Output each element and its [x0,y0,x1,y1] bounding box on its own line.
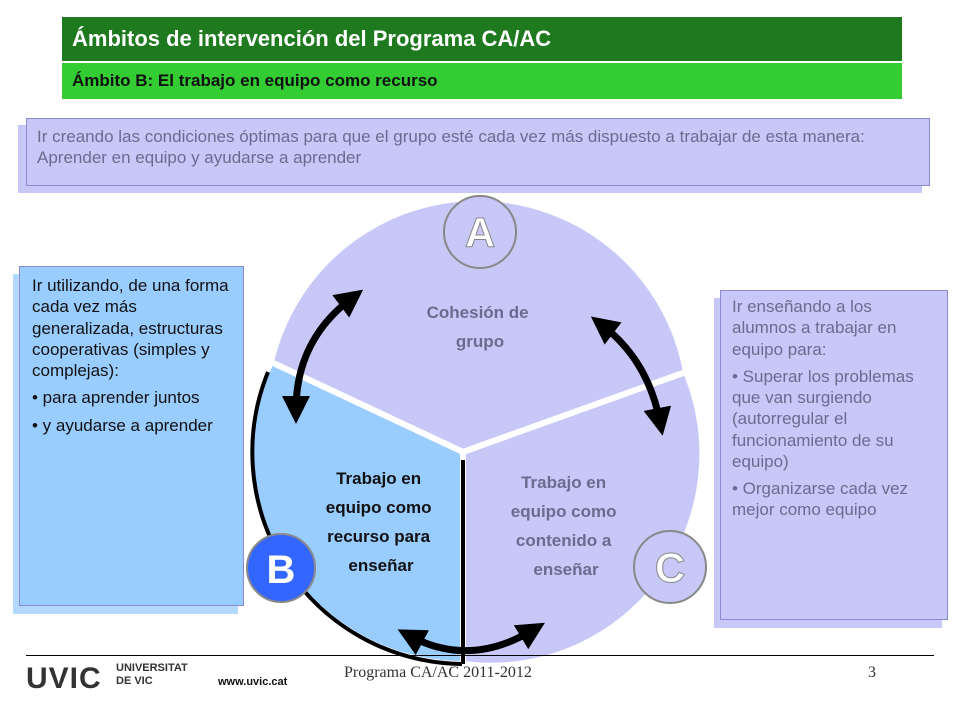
segment-c-label-line: equipo como [510,502,617,521]
badge-a-letter: A [464,209,496,256]
segment-a-label-line: grupo [455,332,505,351]
right-box-bullet: • Organizarse cada vez mejor como equipo [732,479,909,520]
badge-c-letter: C [654,544,686,591]
segment-b-label-line: recurso para [327,527,431,546]
segment-c-label-line: contenido a [515,531,612,550]
segment-c-label-line: Trabajo en [521,473,607,492]
footer-divider [26,655,934,656]
right-box-intro: Ir enseñando a los alumnos a trabajar en equipo para: [732,297,897,359]
left-box-bullet: • para aprender juntos [32,388,200,408]
segment-b-label-line: equipo como [325,498,432,517]
right-box-bullet: • Superar los problemas que van surgiendo (autorregular el funcionamiento de su equipo) [732,366,914,471]
logo-line: UNIVERSITAT [116,662,188,674]
uvic-logo: UVIC [26,662,102,695]
segment-b-label-line: Trabajo en [336,469,422,488]
slide-title: Ámbitos de intervención del Programa CA/AC [62,17,902,61]
top-box-text: Ir creando las condiciones óptimas para que el grupo esté cada vez más dispuesto a trabajar de esta manera: Aprender en equipo y ayudarse a aprender [37,127,865,168]
page-number: 3 [868,664,876,681]
right-text-box [720,290,948,620]
segment-b-label-line: enseñar [348,556,414,575]
segment-a-label-line: Cohesión de [426,303,529,322]
logo-line: DE VIC [116,675,153,687]
left-box-intro: Ir utilizando, de una forma cada vez más generalizada, estructuras cooperativas (simples y complejas): [32,276,229,380]
badge-b-letter: B [266,548,296,592]
uvic-logo-subtitle [116,662,188,688]
slide-subtitle: Ámbito B: El trabajo en equipo como recurso [62,63,902,99]
footer-text: Programa CA/AC 2011-2012 [344,664,532,681]
footer-url[interactable]: www.uvic.cat [218,676,288,688]
segment-c-label-line: enseñar [533,560,599,579]
left-box-bullet: • y ayudarse a aprender [32,415,213,435]
